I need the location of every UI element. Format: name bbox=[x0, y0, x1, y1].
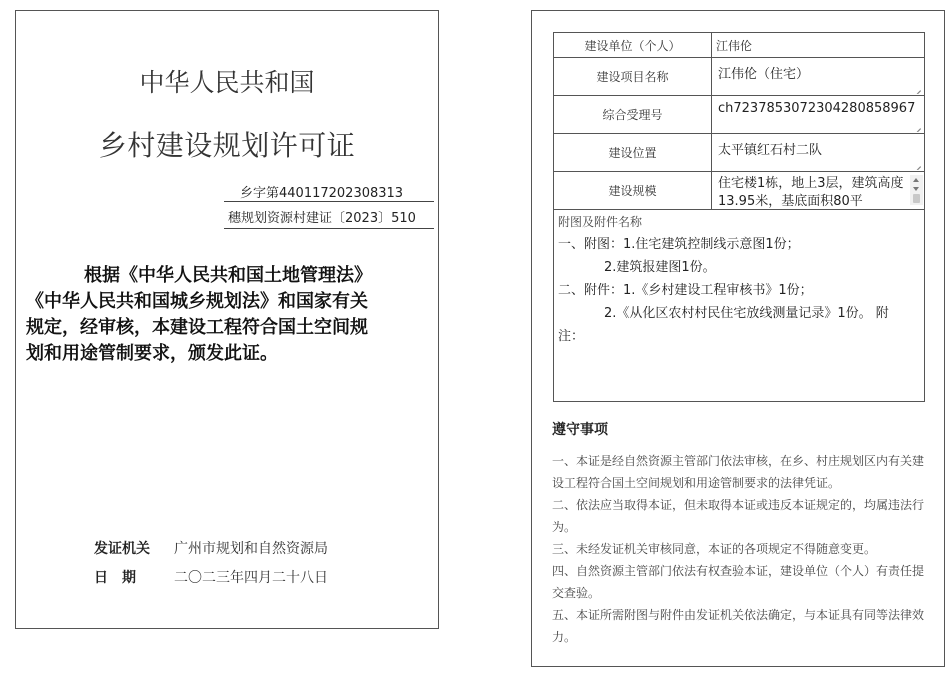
acceptance-number-label: 综合受理号 bbox=[554, 96, 712, 134]
legal-declaration bbox=[26, 263, 430, 367]
issuing-authority-row bbox=[94, 538, 328, 558]
attachment-line: 二、附件：1.《乡村建设工程审核书》1份； bbox=[558, 283, 813, 298]
construction-unit-label: 建设单位（个人） bbox=[554, 33, 712, 58]
scale-label: 建设规模 bbox=[554, 172, 712, 210]
scroll-down-arrow-icon[interactable] bbox=[913, 187, 919, 191]
notice-item: 三、未经发证机关审核同意，本证的各项规定不得随意变更。 bbox=[552, 542, 877, 556]
notice-list bbox=[552, 450, 928, 648]
scrollbar[interactable] bbox=[910, 175, 923, 205]
certificate-details bbox=[531, 10, 945, 667]
table-row bbox=[554, 96, 925, 134]
attachment-line: 注： bbox=[558, 329, 585, 344]
resize-handle-icon[interactable] bbox=[914, 84, 921, 91]
declaration-line: 根据《中华人民共和国土地管理法》 bbox=[84, 265, 372, 286]
declaration-line: 划和用途管制要求，颁发此证。 bbox=[26, 343, 278, 364]
table-row bbox=[554, 33, 925, 58]
notice-title: 遵守事项 bbox=[552, 422, 608, 438]
table-row bbox=[554, 58, 925, 96]
table-row bbox=[554, 134, 925, 172]
declaration-line: 《中华人民共和国城乡规划法》和国家有关 bbox=[26, 291, 368, 312]
issuing-authority-label: 发证机关 bbox=[94, 541, 150, 557]
attachment-line: 2.《从化区农村村民住宅放线测量记录》1份。 附 bbox=[604, 306, 889, 321]
project-name-text: 江伟伦（住宅） bbox=[718, 67, 810, 82]
attachments-title: 附图及附件名称 bbox=[558, 215, 643, 229]
issue-date-row bbox=[94, 567, 328, 587]
notice-item: 四、自然资源主管部门依法有权查验本证，建设单位（个人）有责任提交查验。 bbox=[552, 564, 925, 600]
location-cell bbox=[712, 134, 925, 172]
table-row bbox=[554, 172, 925, 210]
scale-text: 住宅楼1栋，地上3层，建筑高度13.95米，基底面积80平 bbox=[718, 176, 904, 208]
construction-unit-value[interactable]: 江伟伦 bbox=[712, 33, 925, 58]
scroll-up-arrow-icon[interactable] bbox=[913, 178, 919, 182]
notice-item: 二、依法应当取得本证，但未取得本证或违反本证规定的，均属违法行为。 bbox=[552, 498, 925, 534]
project-name-cell bbox=[712, 58, 925, 96]
scale-textarea[interactable] bbox=[716, 174, 924, 208]
location-text: 太平镇红石村二队 bbox=[718, 143, 823, 158]
location-textarea[interactable] bbox=[716, 136, 924, 170]
acceptance-number-textarea[interactable] bbox=[716, 98, 924, 132]
resize-handle-icon[interactable] bbox=[914, 160, 921, 167]
attachment-line: 一、附图：1.住宅建筑控制线示意图1份； bbox=[558, 237, 800, 252]
location-label: 建设位置 bbox=[554, 134, 712, 172]
project-info-table bbox=[553, 32, 925, 210]
certificate-number-field[interactable]: 乡字第440117202308313 bbox=[224, 176, 434, 202]
certificate-document-number-field[interactable]: 穗规划资源村建证〔2023〕510 bbox=[224, 203, 434, 229]
issue-date-value: 二〇二三年四月二十八日 bbox=[174, 570, 328, 586]
scale-cell bbox=[712, 172, 925, 210]
project-name-textarea[interactable] bbox=[716, 60, 924, 94]
notice-item: 五、本证所需附图与附件由发证机关依法确定，与本证具有同等法律效力。 bbox=[552, 608, 925, 644]
project-name-label: 建设项目名称 bbox=[554, 58, 712, 96]
scroll-thumb[interactable] bbox=[913, 194, 920, 203]
attachments-textarea[interactable] bbox=[553, 209, 925, 402]
issuing-authority-value: 广州市规划和自然资源局 bbox=[174, 541, 328, 557]
certificate-title-country: 中华人民共和国 bbox=[139, 68, 315, 97]
resize-handle-icon[interactable] bbox=[914, 122, 921, 129]
certificate-front bbox=[15, 10, 439, 629]
declaration-line: 规定，经审核，本建设工程符合国土空间规 bbox=[26, 317, 368, 338]
acceptance-number-text: ch7237853072304280858967 bbox=[718, 101, 916, 116]
notice-item: 一、本证是经自然资源主管部门依法审核，在乡、村庄规划区内有关建设工程符合国土空间规划和用途管制要求的法律凭证。 bbox=[552, 454, 925, 490]
certificate-title: 乡村建设规划许可证 bbox=[98, 129, 356, 162]
issue-date-label: 日 期 bbox=[94, 570, 136, 586]
acceptance-number-cell bbox=[712, 96, 925, 134]
attachment-line: 2.建筑报建图1份。 bbox=[604, 260, 716, 275]
